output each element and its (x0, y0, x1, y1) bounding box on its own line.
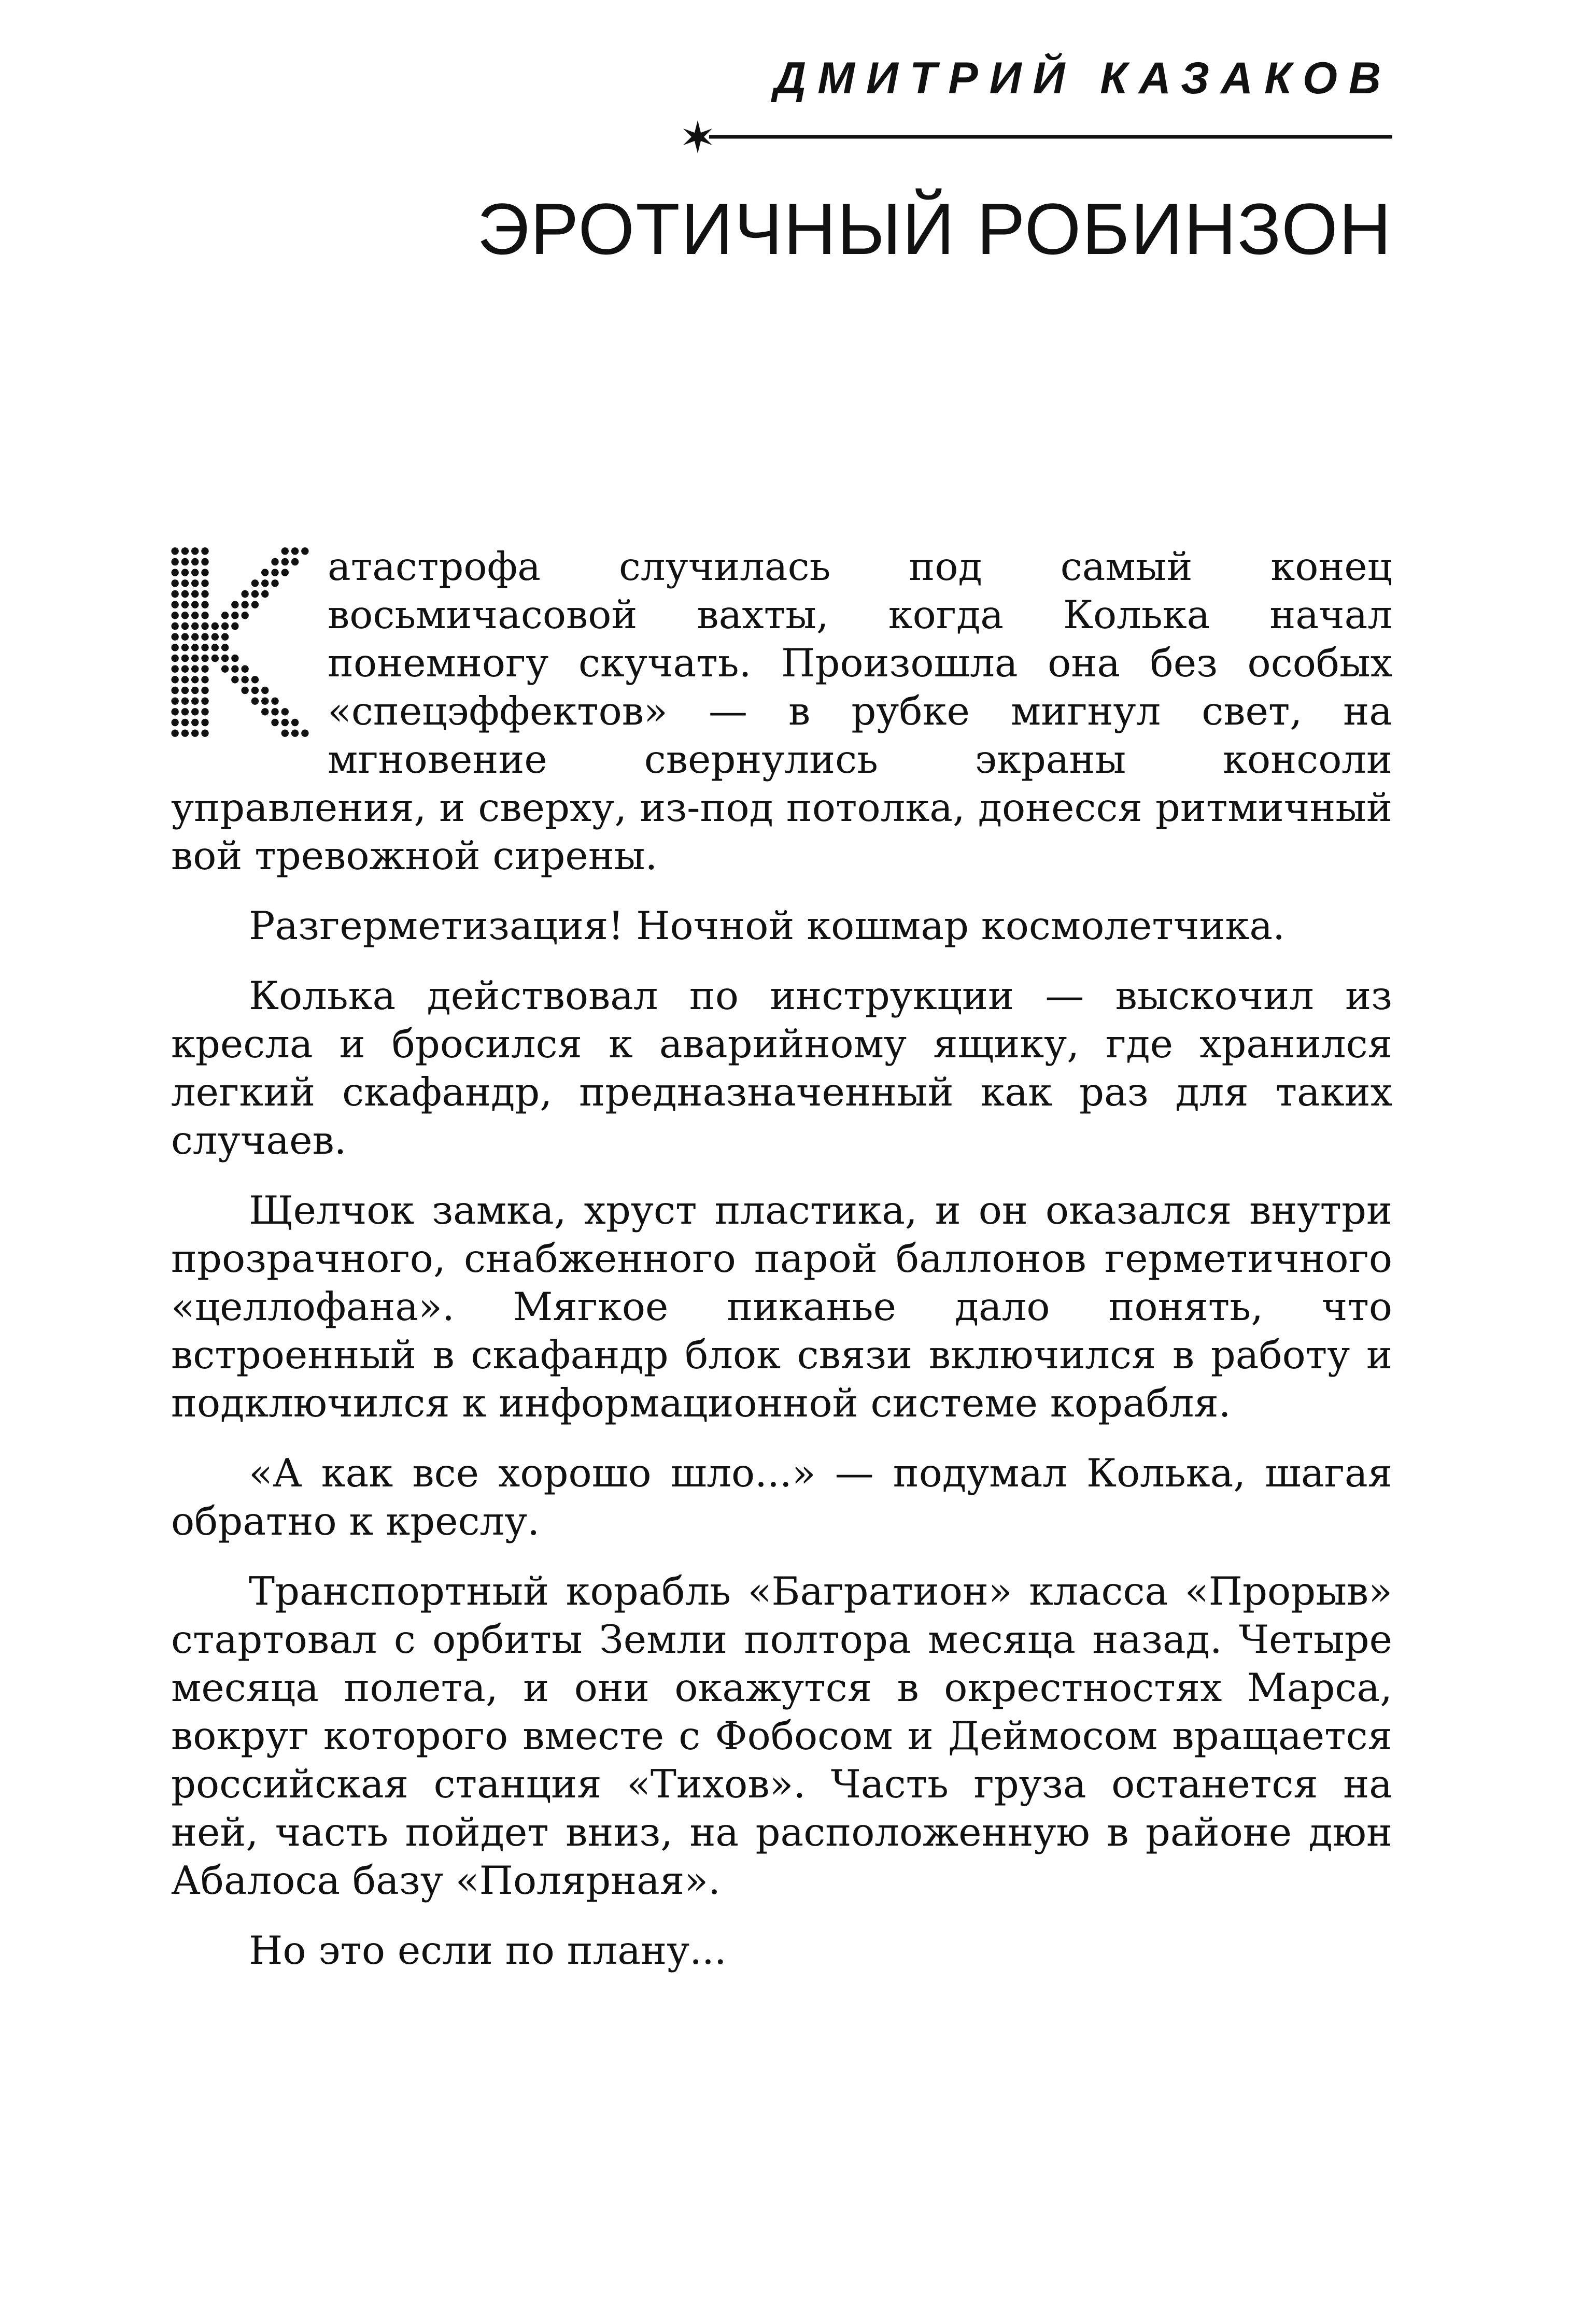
dropcap-dot (261, 590, 269, 598)
dropcap-dot (261, 697, 269, 704)
paragraph: атастрофа случилась под самый конец восьмичасовой вахты, когда Колька начал понемногу скучать. Произошла она без особых «спецэффектов» — в рубке мигнул свет, на мгновение свернулись экраны консоли управления, и сверху, из-под потолка, донесся ритмичный вой тревожной сирены. (171, 544, 1392, 878)
dropcap-dot (291, 729, 299, 736)
dropcap-dot (221, 655, 229, 662)
dropcap-dot (181, 622, 189, 630)
dropcap-dot (181, 558, 189, 565)
dropcap-dot (181, 547, 189, 555)
dropcap-dot (171, 547, 178, 555)
dropcap-dot (201, 547, 208, 555)
dropcap-dot (201, 729, 208, 736)
dropcap-dot (191, 622, 199, 630)
dropcap-dot (191, 579, 199, 587)
dropcap-dot (271, 558, 278, 565)
dropcap-dot (191, 676, 199, 683)
story-body (171, 543, 1392, 1996)
dropcap-dot (231, 622, 238, 630)
dropcap-dot (201, 622, 208, 630)
dropcap-dot (171, 655, 178, 662)
paragraph: Транспортный корабль «Багратион» класса «Прорыв» стартовал с орбиты Земли полтора месяца назад. Четыре месяца полета, и они окажутся в окрестностях Марса, вокруг которого вместе с Фобосом и Деймосом вращается российская станция «Тихов». Часть груза останется на ней, часть пойдет вниз, на расположенную в районе дюн Абалоса базу «Полярная». (171, 1568, 1392, 1903)
dropcap-dot (241, 687, 248, 694)
dropcap-dot (181, 590, 189, 598)
dropcap-dot (201, 644, 208, 651)
dropcap-dot (241, 601, 248, 608)
dropcap-dot (291, 547, 299, 555)
paragraph: Но это если по плану... (249, 1928, 727, 1973)
dropcap-dot (191, 665, 199, 672)
dropcap-dot (181, 729, 189, 736)
dropcap-dot (171, 676, 178, 683)
dropcap-dot (201, 633, 208, 640)
dropcap-dot (171, 719, 178, 726)
dropcap-dot (171, 644, 178, 651)
dropcap-dot (291, 719, 299, 726)
dropcap-dot (271, 569, 278, 576)
paragraph: Колька действовал по инструкции — выскочил из кресла и бросился к аварийному ящику, где хранился легкий скафандр, предназначенный как раз для таких случаев. (171, 973, 1392, 1163)
dropcap-dot (221, 622, 229, 630)
dropcap-dot (171, 558, 178, 565)
dropcap-dot (231, 601, 238, 608)
dropcap-dot (171, 601, 178, 608)
dropcap-dot (191, 601, 199, 608)
dropcap-dot (171, 569, 178, 576)
dropcap-dot (241, 676, 248, 683)
dropcap-dot (281, 729, 289, 736)
dropcap-dot (261, 569, 269, 576)
dropcap-dot (251, 676, 259, 683)
dropcap-dot (281, 558, 289, 565)
dropcap-dot (251, 697, 259, 704)
dropcap-dot (171, 590, 178, 598)
dropcap-dot (301, 547, 308, 555)
dropcap-dot (191, 719, 199, 726)
dropcap-dot (201, 687, 208, 694)
dropcap-dot (191, 644, 199, 651)
dropcap-dot (201, 569, 208, 576)
dropcap-dot (181, 601, 189, 608)
dropcap-dot (201, 708, 208, 715)
dropcap-dot (251, 579, 259, 587)
paragraph: Щелчок замка, хруст пластика, и он оказался внутри прозрачного, снабженного парой баллонов герметичного «целлофана». Мягкое пиканье дало понять, что встроенный в скафандр блок связи включился в работу и подключился к информационной системе корабля. (171, 1187, 1392, 1426)
dropcap-dot (211, 633, 219, 640)
dropcap-dot (201, 676, 208, 683)
dropcap-dot (221, 644, 229, 651)
dropcap-dot (191, 708, 199, 715)
dropcap-dot (201, 590, 208, 598)
dropcap-dot (231, 676, 238, 683)
story-title: ЭРОТИЧНЫЙ РОБИНЗОН (477, 188, 1392, 270)
dropcap-dot (181, 708, 189, 715)
dropcap-dot (201, 719, 208, 726)
paragraph: «А как все хорошо шло...» — подумал Колька, шагая обратно к креслу. (171, 1450, 1392, 1544)
dropcap-dot (191, 729, 199, 736)
dropcap-dot (271, 697, 278, 704)
dropcap-dot (291, 558, 299, 565)
author-name: ДМИТРИЙ КАЗАКОВ (774, 53, 1392, 103)
dropcap-dot (181, 697, 189, 704)
dropcap-dot (221, 665, 229, 672)
dropcap-dot (191, 590, 199, 598)
dropcap-dot (261, 708, 269, 715)
dropcap-dot (181, 655, 189, 662)
dropcap-dot (171, 729, 178, 736)
dropcap-dot (191, 569, 199, 576)
dropcap-dot (171, 687, 178, 694)
dropcap-dot (171, 697, 178, 704)
dropcap-dot (201, 612, 208, 619)
dropcap-dot (181, 644, 189, 651)
dropcap-dot (201, 697, 208, 704)
dropcap-dot (281, 547, 289, 555)
dropcap-dot (221, 612, 229, 619)
dropcap-dot (171, 665, 178, 672)
dropcap-dot (251, 601, 259, 608)
dropcap-dot (201, 579, 208, 587)
dropcap-dot (221, 633, 229, 640)
dropcap-letter-icon (170, 546, 310, 739)
dropcap-dot (191, 697, 199, 704)
dropcap-dot (201, 601, 208, 608)
dropcap-dot (191, 547, 199, 555)
dropcap-dot (241, 590, 248, 598)
dropcap-dot (181, 676, 189, 683)
dropcap-dot (241, 665, 248, 672)
dropcap-dot (281, 569, 289, 576)
dropcap-dot (251, 687, 259, 694)
dropcap-dot (191, 558, 199, 565)
dropcap-dot (231, 665, 238, 672)
dropcap-dot (211, 644, 219, 651)
dropcap-dot (261, 579, 269, 587)
dropcap-dot (251, 590, 259, 598)
dropcap-dot (211, 655, 219, 662)
dropcap-dot (191, 612, 199, 619)
dropcap-dot (271, 719, 278, 726)
star-line-ornament-icon (679, 118, 1392, 155)
dropcap-dot (181, 687, 189, 694)
dropcap-dot (191, 687, 199, 694)
dropcap-dot (281, 708, 289, 715)
dropcap-dot (201, 665, 208, 672)
dropcap-dot (191, 633, 199, 640)
dropcap-dot (181, 579, 189, 587)
dropcap-dot (181, 719, 189, 726)
dropcap-dot (241, 612, 248, 619)
dropcap-dot (301, 729, 308, 736)
dropcap-dot (281, 719, 289, 726)
dropcap-dot (181, 612, 189, 619)
dropcap-dot (211, 622, 219, 630)
dropcap-dot (171, 579, 178, 587)
dropcap-dot (191, 655, 199, 662)
dropcap-dot (171, 708, 178, 715)
dropcap-dot (171, 612, 178, 619)
dropcap-dot (171, 622, 178, 630)
dropcap-dot (181, 665, 189, 672)
dropcap-dot (181, 633, 189, 640)
paragraph: Разгерметизация! Ночной кошмар космолетчика. (249, 903, 1285, 948)
dropcap-dot (231, 612, 238, 619)
dropcap-dot (201, 655, 208, 662)
dropcap-dot (261, 687, 269, 694)
dropcap-dot (181, 569, 189, 576)
dropcap-dot (171, 633, 178, 640)
dropcap-dot (231, 655, 238, 662)
dropcap-dot (201, 558, 208, 565)
dropcap-dot (271, 579, 278, 587)
dropcap-dot (271, 708, 278, 715)
